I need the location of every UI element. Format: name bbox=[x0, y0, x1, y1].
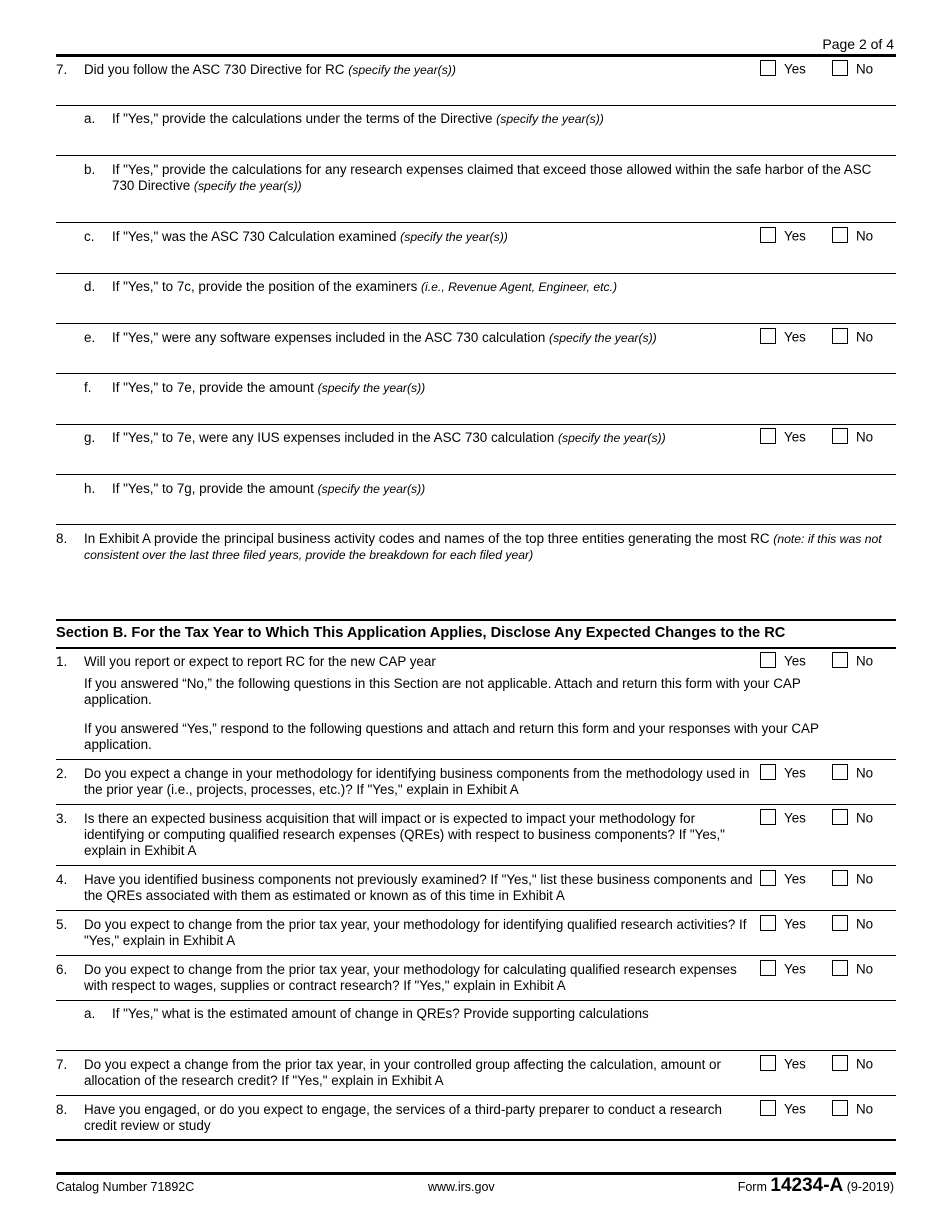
divider bbox=[56, 373, 896, 374]
no-checkbox[interactable] bbox=[832, 809, 848, 825]
yes-checkbox[interactable] bbox=[760, 227, 776, 243]
no-option[interactable]: No bbox=[832, 916, 873, 934]
yes-option[interactable]: Yes bbox=[760, 1101, 806, 1119]
yes-option[interactable]: Yes bbox=[760, 871, 806, 889]
divider bbox=[56, 1095, 896, 1096]
divider bbox=[56, 474, 896, 475]
divider bbox=[56, 524, 896, 525]
divider bbox=[56, 804, 896, 805]
no-checkbox[interactable] bbox=[832, 60, 848, 76]
yes-checkbox[interactable] bbox=[760, 1100, 776, 1116]
no-option[interactable]: No bbox=[832, 1056, 873, 1074]
no-checkbox[interactable] bbox=[832, 915, 848, 931]
no-option[interactable]: No bbox=[832, 653, 873, 671]
yes-checkbox[interactable] bbox=[760, 764, 776, 780]
yes-option[interactable]: Yes bbox=[760, 61, 806, 79]
no-checkbox[interactable] bbox=[832, 1100, 848, 1116]
divider bbox=[56, 323, 896, 324]
no-checkbox[interactable] bbox=[832, 652, 848, 668]
yes-checkbox[interactable] bbox=[760, 328, 776, 344]
yes-option[interactable]: Yes bbox=[760, 916, 806, 934]
divider bbox=[56, 955, 896, 956]
divider bbox=[56, 424, 896, 425]
divider bbox=[56, 273, 896, 274]
top-rule bbox=[56, 54, 896, 57]
no-checkbox[interactable] bbox=[832, 328, 848, 344]
divider bbox=[56, 155, 896, 156]
divider bbox=[56, 222, 896, 223]
bottom-rule bbox=[56, 1139, 896, 1141]
no-option[interactable]: No bbox=[832, 810, 873, 828]
yes-checkbox[interactable] bbox=[760, 1055, 776, 1071]
section-b-header-rule bbox=[56, 647, 896, 649]
section-b-title: Section B. For the Tax Year to Which This Application Applies, Disclose Any Expected Changes to the RC bbox=[56, 625, 786, 641]
yes-option[interactable]: Yes bbox=[760, 429, 806, 447]
yes-checkbox[interactable] bbox=[760, 870, 776, 886]
note-if-yes: If you answered “Yes,” respond to the following questions and attach and return this form and your responses with your CAP application. bbox=[84, 721, 819, 752]
yes-option[interactable]: Yes bbox=[760, 961, 806, 979]
divider bbox=[56, 105, 896, 106]
yes-checkbox[interactable] bbox=[760, 428, 776, 444]
divider bbox=[56, 865, 896, 866]
no-checkbox[interactable] bbox=[832, 227, 848, 243]
no-checkbox[interactable] bbox=[832, 1055, 848, 1071]
divider bbox=[56, 1050, 896, 1051]
yes-checkbox[interactable] bbox=[760, 960, 776, 976]
section-b-top-rule bbox=[56, 619, 896, 621]
question-text: Did you follow the ASC 730 Directive for RC (specify the year(s)) bbox=[84, 62, 456, 77]
divider bbox=[56, 1000, 896, 1001]
yes-checkbox[interactable] bbox=[760, 809, 776, 825]
no-option[interactable]: No bbox=[832, 429, 873, 447]
yes-option[interactable]: Yes bbox=[760, 653, 806, 671]
yes-checkbox[interactable] bbox=[760, 652, 776, 668]
no-option[interactable]: No bbox=[832, 871, 873, 889]
no-option[interactable]: No bbox=[832, 228, 873, 246]
yes-option[interactable]: Yes bbox=[760, 1056, 806, 1074]
no-checkbox[interactable] bbox=[832, 428, 848, 444]
yes-checkbox[interactable] bbox=[760, 60, 776, 76]
question-number: 7. bbox=[56, 62, 68, 77]
yes-option[interactable]: Yes bbox=[760, 329, 806, 347]
no-checkbox[interactable] bbox=[832, 960, 848, 976]
divider bbox=[56, 759, 896, 760]
no-option[interactable]: No bbox=[832, 961, 873, 979]
form-identifier: Form 14234-A (9-2019) bbox=[737, 1175, 894, 1196]
website-link[interactable]: www.irs.gov bbox=[428, 1180, 495, 1194]
yes-option[interactable]: Yes bbox=[760, 810, 806, 828]
no-option[interactable]: No bbox=[832, 765, 873, 783]
catalog-number: Catalog Number 71892C bbox=[56, 1180, 195, 1194]
note-if-no: If you answered “No,” the following questions in this Section are not applicable. Attach and return this form with your CAP application. bbox=[84, 676, 801, 707]
no-checkbox[interactable] bbox=[832, 764, 848, 780]
yes-checkbox[interactable] bbox=[760, 915, 776, 931]
divider bbox=[56, 910, 896, 911]
no-option[interactable]: No bbox=[832, 329, 873, 347]
no-option[interactable]: No bbox=[832, 61, 873, 79]
no-option[interactable]: No bbox=[832, 1101, 873, 1119]
yes-option[interactable]: Yes bbox=[760, 765, 806, 783]
no-checkbox[interactable] bbox=[832, 870, 848, 886]
page-number: Page 2 of 4 bbox=[822, 36, 894, 52]
yes-option[interactable]: Yes bbox=[760, 228, 806, 246]
